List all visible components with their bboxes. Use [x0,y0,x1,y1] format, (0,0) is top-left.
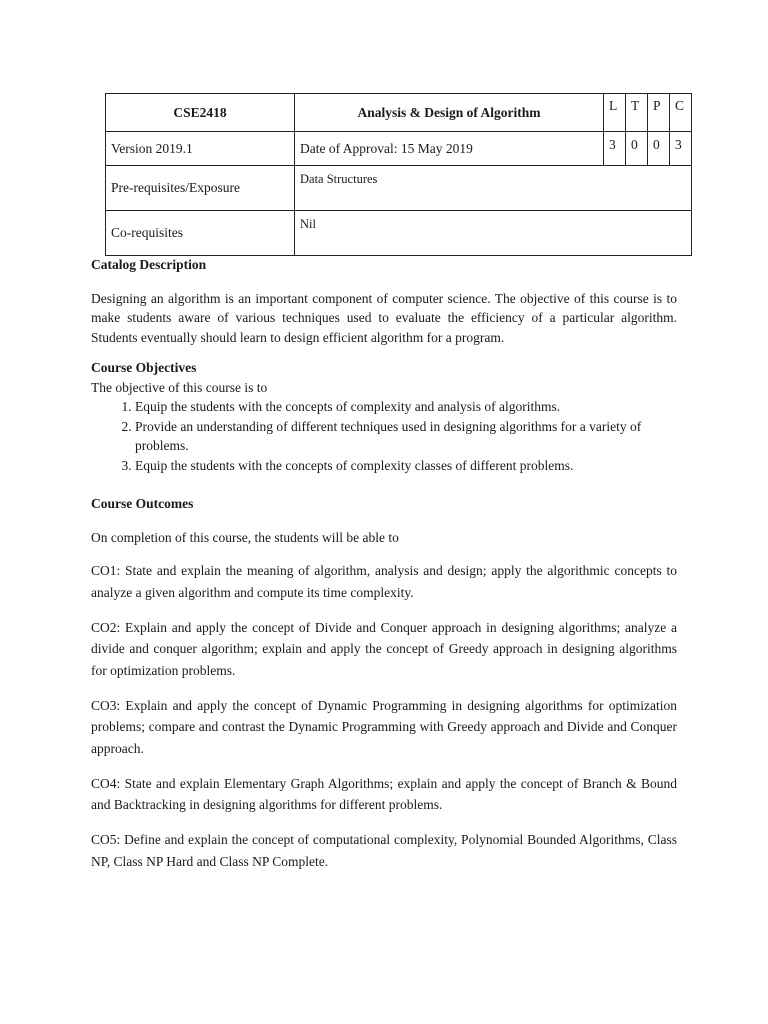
ltpc-header-p: P [648,94,670,132]
ltpc-header-t: T [626,94,648,132]
list-item: 1. Equip the students with the concepts of complexity and analysis of algorithms. [135,397,677,417]
catalog-description: Designing an algorithm is an important component of computer science. The objective of this course is to make students aware of various techniques used to evaluate the efficiency of a particular algorithm. Students eventually should learn to design efficient algorithm for a program. [91,290,677,345]
prereq-value: Data Structures [295,166,692,211]
outcomes-heading: Course Outcomes [91,496,194,511]
table-row [106,94,692,132]
outcome-co2: CO2: Explain and apply the concept of Divide and Conquer approach in designing algorithms; analyze a divide and conquer algorithm; explain and apply the concept of Greedy approach in designing algorithms for optimization problems. [91,619,677,678]
prereq-label: Pre-requisites/Exposure [106,166,295,211]
catalog-heading: Catalog Description [91,257,207,272]
objectives-intro: The objective of this course is to [91,379,268,395]
list-item: 3. Equip the students with the concepts of complexity classes of different problems. [135,456,677,476]
outcome-co1: CO1: State and explain the meaning of algorithm, analysis and design; apply the algorithmic concepts to analyze a given algorithm and compute its time complexity. [91,563,677,600]
table-row [106,211,692,256]
course-version: Version 2019.1 [106,132,295,166]
ltpc-value-t: 0 [626,132,648,166]
outcome-co3: CO3: Explain and apply the concept of Dynamic Programming in designing algorithms for optimization problems; compare and contrast the Dynamic Programming with Greedy approach and Divide and Conquer approach. [91,697,677,756]
outcome-co4: CO4: State and explain Elementary Graph Algorithms; explain and apply the concept of Branch & Bound and Backtracking in designing algorithms for different problems. [91,775,677,812]
ltpc-header-c: C [670,94,692,132]
table-row [106,132,692,166]
outcomes-intro: On completion of this course, the students will be able to [91,529,399,545]
ltpc-value-l: 3 [604,132,626,166]
outcome-co5: CO5: Define and explain the concept of computational complexity, Polynomial Bounded Algorithms, Class NP, Class NP Hard and Class NP Complete. [91,832,677,869]
list-item: 2. Provide an understanding of different techniques used in designing algorithms for a variety of problems. [135,417,677,456]
ltpc-header-l: L [604,94,626,132]
approval-date: Date of Approval: 15 May 2019 [295,132,604,166]
course-title: Analysis & Design of Algorithm [295,94,604,132]
ltpc-value-p: 0 [648,132,670,166]
coreq-value: Nil [295,211,692,256]
course-content [91,255,677,886]
table-row [106,166,692,211]
course-code: CSE2418 [106,94,295,132]
ltpc-value-c: 3 [670,132,692,166]
objectives-list [91,397,677,475]
coreq-label: Co-requisites [106,211,295,256]
objectives-heading: Course Objectives [91,360,197,375]
course-info-table [105,93,692,256]
